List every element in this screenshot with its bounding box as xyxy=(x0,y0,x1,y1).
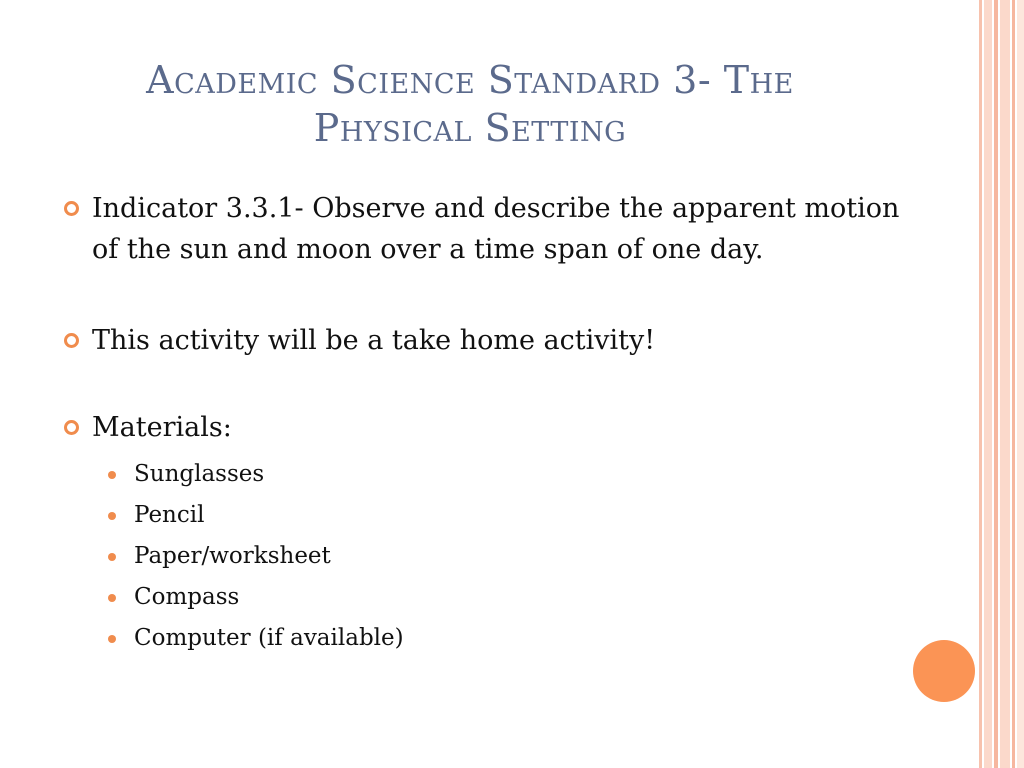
decorative-circle xyxy=(913,640,975,702)
bullet-ring-icon xyxy=(64,333,79,348)
bullet-take-home xyxy=(60,320,910,361)
list-item-text: Compass xyxy=(134,584,240,610)
list-item-text: Sunglasses xyxy=(134,461,265,487)
bullet-materials xyxy=(60,407,910,448)
bullet-dot-icon xyxy=(108,553,116,561)
slide-title-line-1: Academic Science Standard 3- The xyxy=(146,58,794,102)
bullet-dot-icon xyxy=(108,594,116,602)
bullet-ring-icon xyxy=(64,420,79,435)
bullet-dot-icon xyxy=(108,471,116,479)
bullet-text: This activity will be a take home activity! xyxy=(92,325,656,356)
slide-title-line-2: Physical Setting xyxy=(313,106,627,150)
list-item xyxy=(60,536,910,577)
decorative-stripe xyxy=(1012,0,1015,768)
decorative-stripe xyxy=(994,0,998,768)
bullet-text: Indicator 3.3.1- Observe and describe the apparent motion of the sun and moon over a time span of one day. xyxy=(92,193,900,265)
list-item-text: Pencil xyxy=(134,502,205,528)
bullet-dot-icon xyxy=(108,512,116,520)
decorative-stripe xyxy=(1017,0,1024,768)
materials-list xyxy=(60,454,910,659)
list-item xyxy=(60,618,910,659)
list-item-text: Paper/worksheet xyxy=(134,543,331,569)
list-item-text: Computer (if available) xyxy=(134,625,404,651)
bullet-indicator xyxy=(60,188,910,270)
list-item xyxy=(60,577,910,618)
bullet-dot-icon xyxy=(108,635,116,643)
bullet-text: Materials: xyxy=(92,412,232,443)
bullet-ring-icon xyxy=(64,201,79,216)
bullet-list xyxy=(60,188,910,659)
decorative-stripe xyxy=(979,0,982,768)
list-item xyxy=(60,454,910,495)
list-item xyxy=(60,495,910,536)
decorative-stripe xyxy=(984,0,992,768)
decorative-stripe xyxy=(1000,0,1010,768)
slide-title xyxy=(60,56,880,152)
